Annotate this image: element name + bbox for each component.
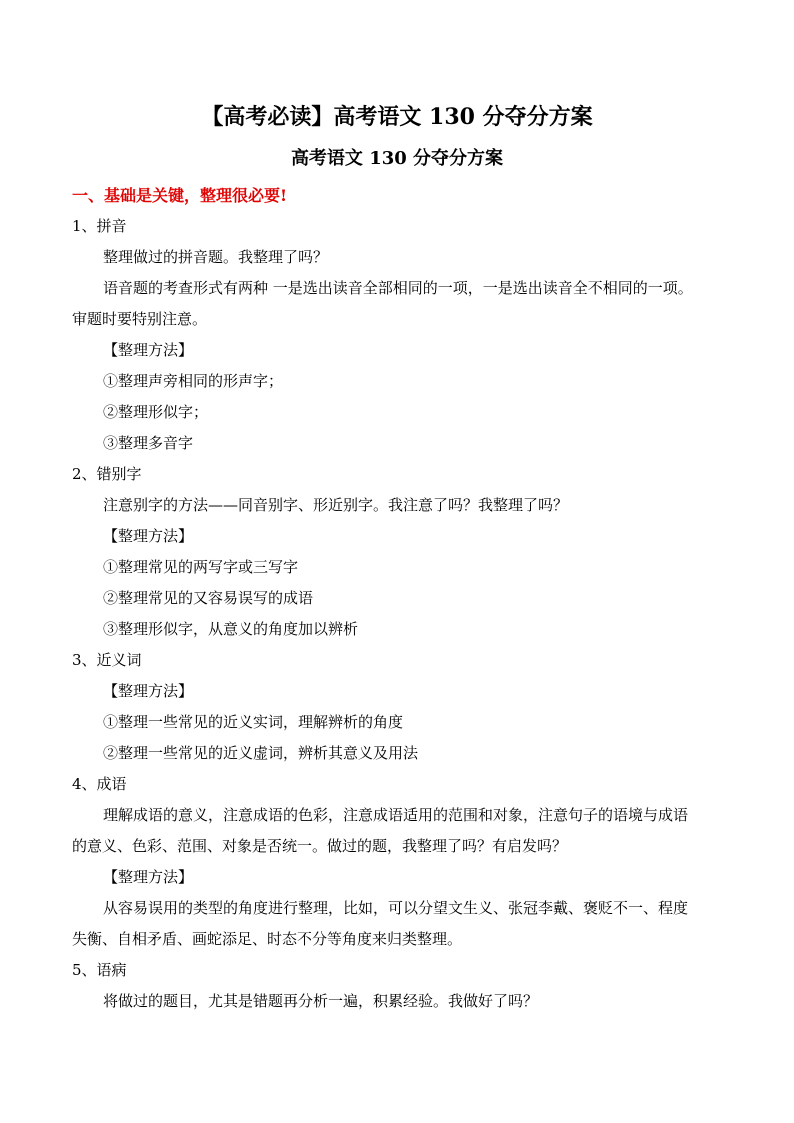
paragraph: 注意别字的方法——同音别字、形近别字。我注意了吗？我整理了吗？ — [103, 496, 569, 514]
method-item: ②整理一些常见的近义虚词，辨析其意义及用法 — [103, 744, 419, 762]
subsection-heading-idioms: 4、成语 — [72, 775, 127, 793]
method-label: 【整理方法】 — [103, 527, 194, 545]
paragraph-line: 理解成语的意义，注意成语的色彩，注意成语适用的范围和对象，注意句子的语境与成语 — [103, 806, 689, 824]
paragraph: 整理做过的拼音题。我整理了吗？ — [103, 248, 329, 266]
method-item: ②整理常见的又容易误写的成语 — [103, 589, 314, 607]
method-label: 【整理方法】 — [103, 868, 194, 886]
paragraph: 将做过的题目，尤其是错题再分析一遍，积累经验。我做好了吗？ — [103, 992, 539, 1010]
subsection-heading-grammar: 5、语病 — [72, 961, 127, 979]
method-item: ①整理常见的两写字或三写字 — [103, 558, 299, 576]
method-label: 【整理方法】 — [103, 682, 194, 700]
document-body — [72, 180, 722, 1017]
document-subtitle: 高考语文 130 分夺分方案 — [290, 148, 504, 169]
method-item: ①整理一些常见的近义实词，理解辨析的角度 — [103, 713, 404, 731]
subsection-heading-synonyms: 3、近义词 — [72, 651, 142, 669]
method-item: ②整理形似字； — [103, 403, 209, 421]
subsection-heading-typos: 2、错别字 — [72, 465, 142, 483]
paragraph-line: 审题时要特别注意。 — [72, 310, 208, 328]
method-label: 【整理方法】 — [103, 341, 194, 359]
paragraph-line: 从容易误用的类型的角度进行整理，比如，可以分望文生义、张冠李戴、褒贬不一、程度 — [103, 899, 689, 917]
paragraph-line: 失衡、自相矛盾、画蛇添足、时态不分等角度来归类整理。 — [72, 930, 463, 948]
method-item: ③整理多音字 — [103, 434, 194, 452]
section-heading: 一、基础是关键，整理很必要! — [72, 186, 288, 205]
paragraph-line: 语音题的考查形式有两种 一是选出读音全部相同的一项，一是选出读音全不相同的一项。 — [103, 279, 693, 297]
paragraph-line: 的意义、色彩、范围、对象是否统一。做过的题，我整理了吗？有启发吗？ — [72, 837, 568, 855]
method-item: ①整理声旁相同的形声字； — [103, 372, 284, 390]
document-title: 【高考必读】高考语文 130 分夺分方案 — [201, 104, 593, 130]
subsection-heading-pinyin: 1、拼音 — [72, 217, 127, 235]
method-item: ③整理形似字，从意义的角度加以辨析 — [103, 620, 359, 638]
